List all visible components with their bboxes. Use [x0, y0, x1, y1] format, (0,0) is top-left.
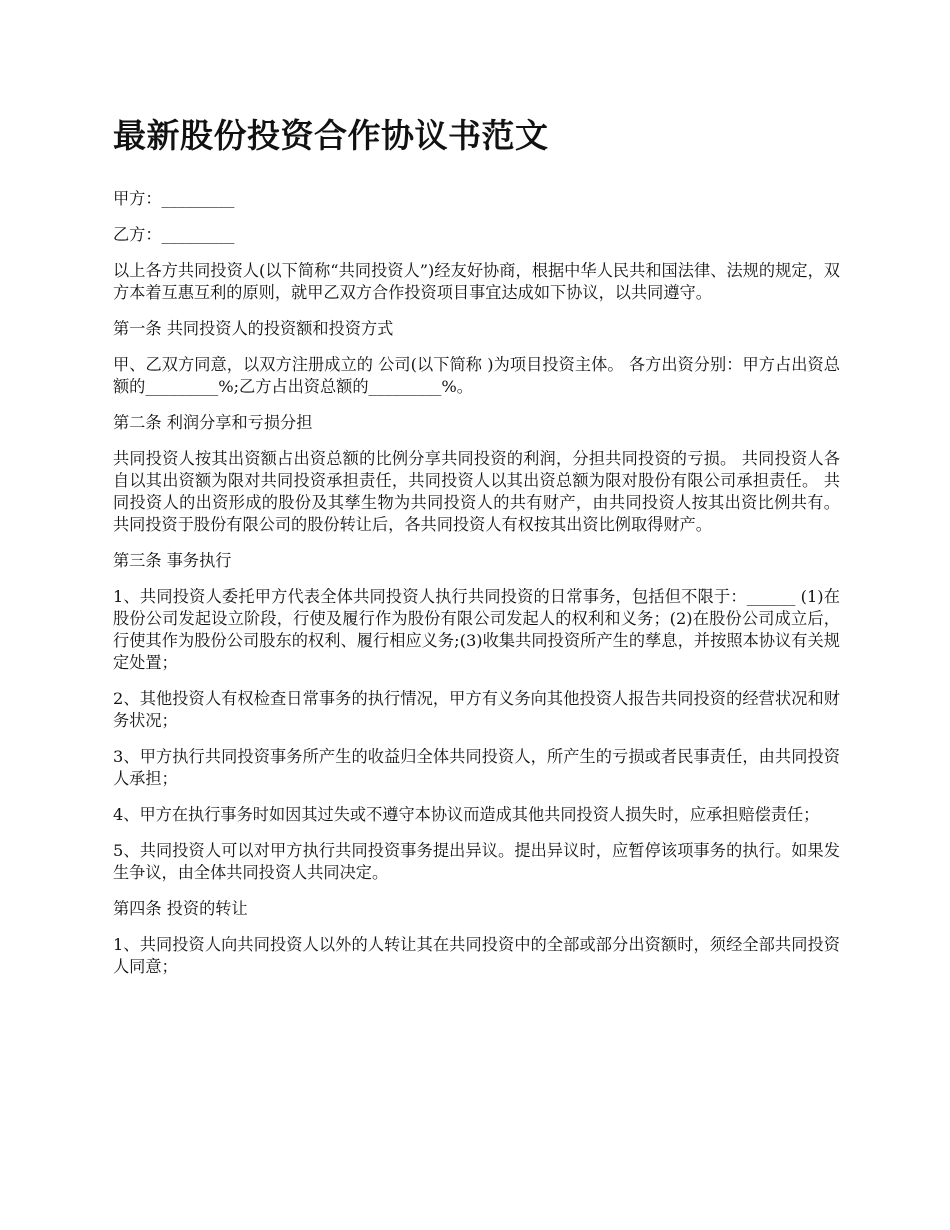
document-title: 最新股份投资合作协议书范文	[113, 116, 549, 155]
article-3-clause-3: 3、甲方执行共同投资事务所产生的收益归全体共同投资人，所产生的亏损或者民事责任，由共同投资人承担；	[113, 747, 840, 788]
article-4-heading: 第四条 投资的转让	[113, 899, 248, 918]
article-2-heading: 第二条 利润分享和亏损分担	[113, 413, 313, 432]
preamble-paragraph: 以上各方共同投资人(以下简称“共同投资人”)经友好协商，根据中华人民共和国法律、法规的规定，双方本着互惠互利的原则，就甲乙双方合作投资项目事宜达成如下协议，以共同遵守。	[113, 261, 840, 302]
article-3-heading: 第三条 事务执行	[113, 551, 232, 570]
document-page	[113, 112, 840, 992]
article-1-body: 甲、乙双方同意，以双方注册成立的 公司(以下简称 )为项目投资主体。 各方出资分别：甲方占出资总额的_________%;乙方占出资总额的_________%。	[113, 355, 840, 396]
article-3-clause-4: 4、甲方在执行事务时如因其过失或不遵守本协议而造成其他共同投资人损失时，应承担赔偿责任；	[113, 805, 820, 824]
article-4-clause-1: 1、共同投资人向共同投资人以外的人转让其在共同投资中的全部或部分出资额时，须经全部共同投资人同意；	[113, 935, 840, 976]
party-a-line: 甲方：_________	[113, 189, 235, 208]
article-1-heading: 第一条 共同投资人的投资额和投资方式	[113, 319, 394, 338]
article-3-clause-1: 1、共同投资人委托甲方代表全体共同投资人执行共同投资的日常事务，包括但不限于：______ (1)在股份公司发起设立阶段，行使及履行作为股份有限公司发起人的权利和义务；(2)在股份公司成立后，行使其作为股份公司股东的权利、履行相应义务;(3)收集共同投资所产生的孳息，并按照本协议有关规定处置；	[113, 587, 840, 672]
party-b-line: 乙方：_________	[113, 225, 235, 244]
article-3-clause-2: 2、其他投资人有权检查日常事务的执行情况，甲方有义务向其他投资人报告共同投资的经营状况和财务状况；	[113, 689, 840, 730]
article-3-clause-5: 5、共同投资人可以对甲方执行共同投资事务提出异议。提出异议时，应暂停该项事务的执行。如果发生争议，由全体共同投资人共同决定。	[113, 841, 840, 882]
article-2-body: 共同投资人按其出资额占出资总额的比例分享共同投资的利润，分担共同投资的亏损。 共同投资人各自以其出资额为限对共同投资承担责任，共同投资人以其出资总额为限对股份有限公司承担责任。 共同投资人的出资形成的股份及其孳生物为共同投资人的共有财产，由共同投资人按其出资比例共有。 共同投资于股份有限公司的股份转让后，各共同投资人有权按其出资比例取得财产。	[113, 449, 840, 534]
